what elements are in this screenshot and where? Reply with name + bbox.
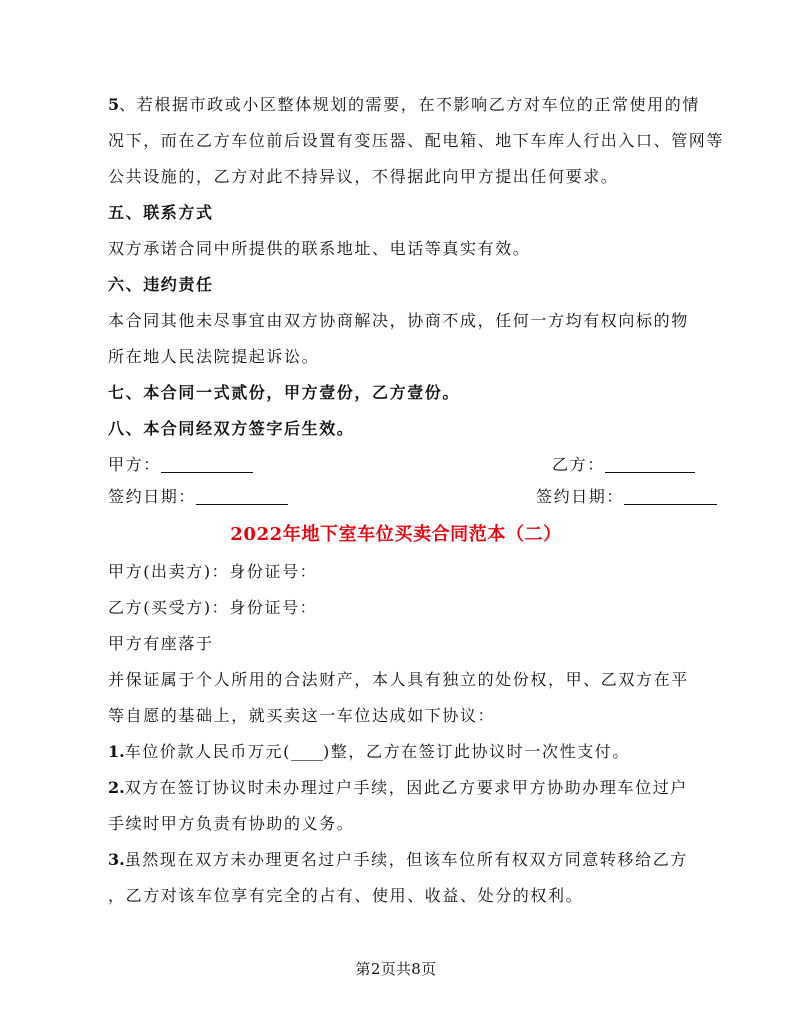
- buyer-line: 乙方(买受方)：身份证号：: [108, 598, 318, 617]
- section-8-heading: 八、本合同经双方签字后生效。: [108, 419, 355, 438]
- item-1-blank: ____: [290, 742, 323, 761]
- contract-title: 2022年地下室车位买卖合同范本（二）: [230, 524, 562, 545]
- item-1-number: 1.: [108, 742, 125, 761]
- party-a-signature: [108, 455, 253, 475]
- item-3-line-2: ，乙方对该车位享有完全的占有、使用、收益、处分的权利。: [108, 886, 584, 905]
- item-3-number: 3.: [108, 850, 125, 869]
- date-a-label: 签约日期：: [108, 487, 197, 506]
- intro-line-2: 等自愿的基础上，就买卖这一车位达成如下协议：: [108, 706, 496, 725]
- section-6-text-2: 所在地人民法院提起诉讼。: [108, 347, 320, 366]
- section-5-heading: 五、联系方式: [108, 203, 214, 222]
- party-b-signature: [552, 455, 695, 475]
- clause-5-text: 、若根据市政或小区整体规划的需要，在不影响乙方对车位的正常使用的情: [119, 95, 700, 114]
- party-b-label: 乙方：: [552, 455, 605, 474]
- clause-5-line-3: 公共设施的，乙方对此不持异议，不得据此向甲方提出任何要求。: [108, 167, 619, 186]
- page-footer: 第2页共8页: [355, 960, 437, 978]
- party-b-blank: [605, 456, 695, 473]
- intro-line-1: 并保证属于个人所用的合法财产，本人具有独立的处份权，甲、乙双方在平: [108, 670, 689, 689]
- section-6-heading: 六、违约责任: [108, 275, 214, 294]
- item-2-line-1: [0, 778, 792, 798]
- party-a-blank: [161, 456, 253, 473]
- section-6-text-1: 本合同其他未尽事宜由双方协商解决，协商不成，任何一方均有权向标的物: [108, 311, 689, 330]
- date-a-blank: [196, 488, 288, 505]
- item-1: [0, 742, 792, 762]
- item-2-text: 双方在签订协议时未办理过户手续，因此乙方要求甲方协助办理车位过户: [124, 778, 688, 797]
- date-a-signature: [108, 487, 288, 507]
- section-7-heading: 七、本合同一式贰份，甲方壹份，乙方壹份。: [108, 383, 461, 402]
- section-5-text: 双方承诺合同中所提供的联系地址、电话等真实有效。: [108, 239, 531, 258]
- party-a-label: 甲方：: [108, 455, 161, 474]
- item-2-number: 2.: [108, 778, 125, 797]
- item-3-line-1: [0, 850, 792, 870]
- clause-5-line-1: 5、若根据市政或小区整体规划的需要，在不影响乙方对车位的正常使用的情: [108, 95, 700, 114]
- location-line: 甲方有座落于: [108, 634, 214, 653]
- date-b-label: 签约日期：: [536, 487, 625, 506]
- seller-line: 甲方(出卖方)：身份证号：: [108, 562, 318, 581]
- item-3-text: 虽然现在双方未办理更名过户手续，但该车位所有权双方同意转移给乙方: [124, 850, 688, 869]
- date-b-signature: [536, 487, 717, 507]
- date-b-blank: [624, 488, 717, 505]
- clause-5-line-2: 况下，而在乙方车位前后设置有变压器、配电箱、地下车库人行出入口、管网等: [108, 131, 725, 150]
- item-2-line-2: 手续时甲方负责有协助的义务。: [108, 814, 355, 833]
- item-1-text-pre: 车位价款人民币万元(: [124, 742, 291, 761]
- item-1-text-post: )整，乙方在签订此协议时一次性支付。: [322, 742, 630, 761]
